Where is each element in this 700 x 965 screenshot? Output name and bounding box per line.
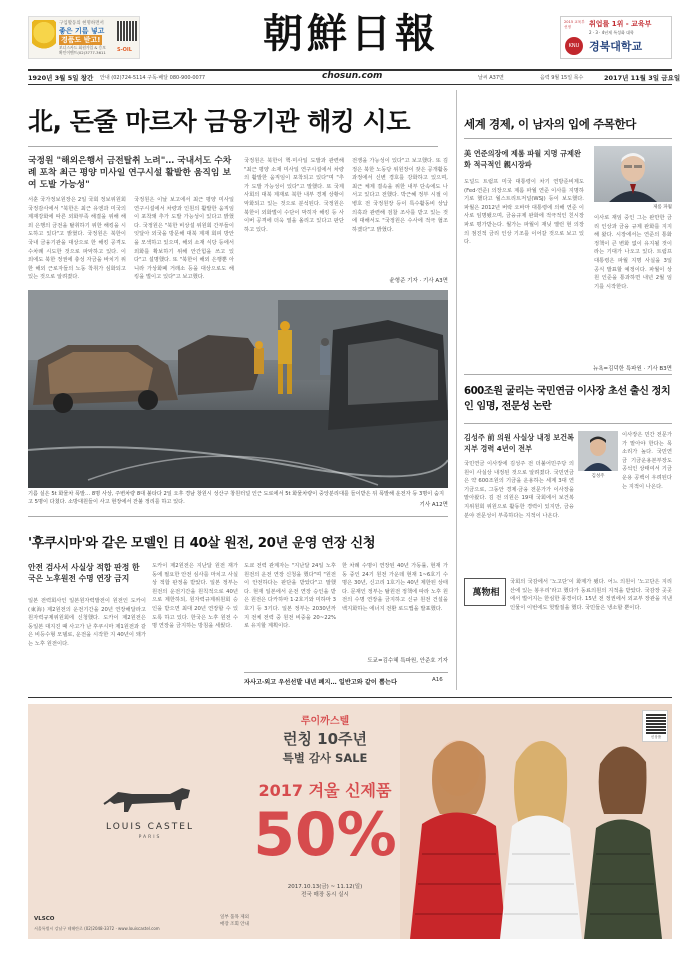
second-body-col2b: 도카이 제2원전은 지난달 원전 재가동에 필요한 안전 심사를 마치고 사실상 적합 판정을 받았다. 일본 정부는 원전의 운전기간을 원칙적으로 40년으로 제한하되, 원자력규제위원회 승인을 받으면 최대 20년 연장할 수 있도록 하고 있다. 한국은 노후 원전 수명 연장을 금지하는 방침을 세웠다.	[152, 563, 238, 630]
left-ad-text4: 보너스카드 회원가입 & 응모	[59, 45, 106, 50]
ad-company: VLSCO	[34, 916, 55, 922]
second-footer[interactable]: 자사고·외고 우선선발 내년 폐지… 일반고와 같이 뽑는다	[244, 679, 397, 686]
column-body: 국회의 국감에서 ‘노고단’이 화제가 됐다. 어느 의원이 ‘노고단은 지리산에 있는 봉우리’라고 했다가 동료의원의 지적을 받았다. 국감장 곳곳에서 벌어지는 한심한 풍경이다. 15년 전 정권에서 외교부 장관을 지낸 인물이 이번에도 헛발질을 했다. 국민들은 냉소할 뿐이다.	[510, 579, 672, 611]
right-column-divider	[456, 90, 457, 690]
right-story1-rule	[464, 138, 672, 139]
second-footer-rule	[244, 672, 448, 673]
column-section	[464, 578, 672, 690]
dateline-site[interactable]: chosun.com	[322, 71, 383, 81]
second-story-top-rule	[28, 516, 448, 517]
person-portrait-icon	[578, 431, 618, 471]
right-story1-photo[interactable]	[594, 146, 672, 202]
dateline-tides: 음력 9월 15일 목수	[540, 75, 584, 81]
second-subhead: 안전 검사서 사실상 적합 판정 한국은 노후원전 수명 연장 금지	[28, 563, 140, 583]
newspaper-title: 朝鮮日報	[263, 10, 439, 57]
right-story1-body1: 도널드 트럼프 미국 대통령이 차기 연방준비제도(Fed·연준) 의장으로 제롬 파월 연준 이사를 지명하기로 했다고 월스트리트저널(WSJ) 등이 보도했다. 파월은 2012년 버락 오바마 대통령에 의해 연준 이사로 임명됐으며, 금융규제 완화에 적극적인 친시장파로 평가받는다. 월가는 파월이 재닛 옐런 현 의장의 점진적 금리 인상 기조를 이어갈 것으로 보고 있다.	[464, 179, 584, 246]
ad-discount: 50%	[253, 800, 397, 870]
main-body-col2: 국정원은 이날 보고에서 최근 평양 미사일 연구시설에서 차량과 인원의 활발한 움직임이 포착돼 추가 도발 가능성이 있다고 밝혔다. 국정원은 "북한 비상설 위원회 간부들이 잇달아 외국을 방문해 대북 제재 회피 방안을 모색하고 있으며, 해외 소재 식당 등에서 외화를 확보하기 위해 안간힘을 쓰고 있다"고 설명했다. 또 "북한이 해외 은행뿐 아니라 가상화폐 거래소 등을 대상으로도 해킹을 벌이고 있다"고 보고했다.	[134, 197, 234, 281]
main-body-col3: 국정원은 북한이 핵·미사일 도발과 관련해 "최근 평양 소재 미사일 연구시설에서 차량의 활발한 움직임이 포착되고 있다"며 "추가 도발 가능성이 있다"고 말했다. 또 국제사회의 대북 제재로 북한 내부 경제 상황이 악화되고 있는 것으로 분석된다. 국정원은 북한이 외화벌이 수단이 막히자 해킹 등 사이버 공격에 더욱 열을 올리고 있다고 판단하고 있다.	[244, 158, 344, 233]
second-headline[interactable]: '후쿠시마'와 같은 모델인 日 40살 원전, 20년 운영 연장 신청	[28, 536, 376, 551]
main-body-col4: 전쟁을 가능성이 있다"고 보고했다. 또 김정은 북한 노동당 위원장이 잦은 공개활동 과정에서 신변 경호를 강화하고 있으며, 최근 체제 결속을 위한 내부 단속에도 나서고 있다고 전했다. 박근혜 정부 시절 이병호 전 국정원장 등이 특수활동비 상납 의혹과 관련해 검찰 조사를 받고 있는 것에 대해서도 "국정원은 수사에 적극 협조하겠다"고 밝혔다.	[352, 158, 448, 233]
right-story1-photo-caption: 제롬 파월	[653, 205, 672, 210]
ad-fine-print: 서울특별시 강남구 테헤란로 (02)2048-3372 · www.louiscastel.com	[34, 926, 160, 931]
masthead	[0, 0, 700, 70]
left-ad-text3: 경품도 받고!	[61, 36, 101, 44]
right-story2-photo-caption: 김성주	[591, 474, 605, 479]
main-photo-caption-text: 기름 실은 5t 화물차 폭발… 8명 사상, 주변차량 8대 불타다 2일 오후 경남 창원시 성산구 창원터널 인근 도로에서 5t 화물차량이 중앙분리대를 들이받은 뒤 폭발해 운전자 등 3명이 숨지고 5명이 다쳤다. 소방대원들이 사고 현장에서 잔불 정리를 하고 있다.	[28, 491, 444, 505]
main-headline[interactable]: 北, 돈줄 마르자 금융기관 해킹 시도	[28, 107, 410, 136]
dateline-contact: 안내 (02)724-5114 구독·배달 080-900-0077	[100, 75, 206, 81]
ad-where: 전국 매장 동시 실시	[301, 892, 349, 898]
qr-code-icon	[117, 21, 137, 41]
person-portrait-icon	[594, 146, 672, 202]
left-ad-text1: 구입활동의 현명하면서	[59, 21, 104, 26]
louis-castel-ad[interactable]	[28, 704, 672, 939]
main-headline-rule	[28, 146, 438, 147]
mascot-icon	[32, 20, 56, 56]
university-logo-icon: KNU	[565, 37, 583, 55]
right-story2-side: 이사장은 민간 전문가가 맡아야 한다는 목소리가 높다. 국민연금 기금운용본부장도 공석인 상태여서 기금 운용 공백이 우려된다는 지적이 나온다.	[622, 432, 672, 490]
qr-code-icon	[646, 714, 666, 734]
main-photo-ref: 기사 A12면	[419, 502, 448, 508]
right-story1-bottom-rule	[464, 374, 672, 375]
right-story2-subhead: 김성주 前 의원 사실상 내정 보건복지부 경력 4년이 전부	[464, 433, 574, 453]
right-ad-name: 경북대학교	[589, 40, 643, 53]
second-body-col1: 일본 전력회사인 일본원자력발전이 원전인 도카이(東海) 제2원전의 운전기간을 20년 연장해달라고 원자력규제위원회에 신청했다. 도카이 제2원전은 동일본 대지진 때 사고가 난 후쿠시마 제1원전과 같은 비등수형 모델로, 운전을 시작한 지 40년이 돼가는 노후 원전이다.	[28, 598, 146, 647]
main-photo-caption	[28, 491, 448, 507]
models-illustration	[400, 704, 672, 939]
right-story2-headline[interactable]: 600조원 굴리는 국민연금 이사장 초선 출신 정치인 임명, 전문성 논란	[464, 386, 671, 412]
dog-logo-icon	[98, 778, 202, 818]
main-photo[interactable]	[28, 290, 448, 488]
ad-brand-city: PARIS	[138, 835, 162, 840]
ad-event-line2: 특별 감사 SALE	[282, 751, 368, 765]
ad-brand-ko: 루이까스텔	[300, 716, 350, 727]
ad-event-line1: 런칭 10주년	[282, 730, 368, 748]
main-subhead: 국정원 "해외은행서 금전탈취 노려"… 국내서도 수차례 포착 최근 평양 미사일 연구시설 활발한 움직임 보여 도발 가능성"	[28, 156, 232, 190]
second-byline: 도쿄=김수혜 특파원, 안준호 기자	[367, 658, 448, 664]
left-ad-text2: 좋은 기름 넣고	[59, 27, 105, 35]
dateline-founded: 1920년 3월 5일 창간	[28, 74, 94, 82]
main-body-col1: 서훈 국가정보원장은 2일 국회 정보위원회 국정감사에서 "북한은 최근 유엔과 미국의 제재강화에 따른 외화부족 해결을 위해 해외 은행의 금전을 탈취하기 위한 해킹을 시도하고 있다"고 밝혔다. 국정원은 북한이 국내 금융기관을 대상으로 한 해킹 공격도 수차례 시도한 것으로 파악하고 있다. 이 외에도 북한 정권에 충성 자금을 바치기 위한 해외 근로자들의 노동 착취가 심화되고 있는 것으로 알려졌다.	[28, 197, 126, 281]
ad-note1: 일부 품목 제외	[220, 915, 249, 920]
right-ad-sub: 2 · 3 · 4년제 특성화 대학	[589, 30, 634, 35]
fire-scene-illustration	[28, 290, 448, 488]
ad-period: 2017.10.13(금) ~ 11.12(일)	[287, 884, 363, 890]
ad-top-rule	[28, 697, 672, 698]
ad-note2: 매장 조회 안내	[220, 922, 249, 927]
right-ad-top: 취업률 1위 - 교육부	[589, 20, 652, 28]
right-story2-rule	[464, 423, 672, 424]
ad-season: 2017 겨울 신제품	[258, 781, 392, 800]
right-story2-body: 국민연금 이사장에 김성주 전 더불어민주당 의원이 사실상 내정된 것으로 알려졌다. 국민연금은 약 600조원의 기금을 운용하는 세계 3대 연기금으로, 그동안 경제·금융 전문가가 이사장을 맡아왔다. 김 전 의원은 19대 국회에서 보건복지위원회 위원으로 활동한 경력이 있지만, 금융 분야 전문성이 부족하다는 지적이 나온다.	[464, 461, 574, 519]
second-footer-ref: A16	[432, 677, 443, 683]
right-story1-body2: 이사로 재임 중인 그는 완만한 금리 인상과 금융 규제 완화를 지지해 왔다. 시장에서는 연준의 통화정책이 큰 변화 없이 유지될 것이라는 기대가 나오고 있다. 트럼프 대통령은 파월 지명 사실을 3일 공식 발표할 예정이다. 파월이 상원 인준을 통과하면 내년 2월 임기를 시작한다.	[594, 215, 672, 290]
second-body-col3: 도쿄 전력 관계자는 "지난달 24일 노후 원전의 운전 연장 신청을 했다"며 "원전이 안전하다는 판단을 받았다"고 말했다. 현재 일본에서 운전 연장 승인을 받은 원전은 다카하마 1·2호기와 미하마 3호기 등 3기다. 일본 정부는 2030년까지 전체 전력 중 원전 비중을 20~22%로 유지할 계획이다.	[244, 563, 336, 630]
right-story1-byline: 뉴욕=김덕한 특파원 · 기사 B3면	[592, 366, 672, 372]
left-ad[interactable]	[28, 16, 140, 59]
dateline-rule-bottom	[28, 84, 672, 85]
right-story1-subhead: 美 연준의장에 제롬 파월 지명 규제완화 적극적인 親시장파	[464, 149, 581, 169]
ad-qr-code[interactable]	[642, 710, 668, 742]
right-story1-headline[interactable]: 세계 경제, 이 남자의 입에 주목한다	[464, 117, 636, 131]
dateline-weather: 날씨 A37면	[478, 75, 504, 81]
second-body-col4: 한 차례 수명이 연장된 40년 가동률, 현재 가동 중인 24기 원전 가운데 현재 1~6호기 수명은 30년, 신고리 1호기는 40년 제한된 상태다. 문재인 정부는 탈원전 정책에 따라 노후 원전의 수명 연장을 금지하고 신규 원전 건설을 백지화하는 에너지 전환 로드맵을 발표했다.	[342, 563, 448, 612]
column-logo	[464, 578, 506, 606]
right-ad[interactable]	[560, 16, 672, 59]
main-byline: 윤형준 기자 · 기사 A3면	[389, 278, 448, 284]
ad-qr-label: 신상품	[650, 735, 662, 739]
dateline-date: 2017년 11월 3일 금요일	[604, 74, 681, 82]
column-title: 萬物相	[472, 588, 500, 598]
right-ad-badge: 2015 교육부 선정	[564, 20, 585, 29]
left-ad-text5: 확인이벤트(02)3777-3611	[59, 50, 106, 55]
left-ad-brand: S-OIL	[117, 47, 132, 53]
right-story2-photo[interactable]	[578, 431, 618, 471]
ad-brand-en: LOUIS CASTEL	[106, 822, 194, 832]
